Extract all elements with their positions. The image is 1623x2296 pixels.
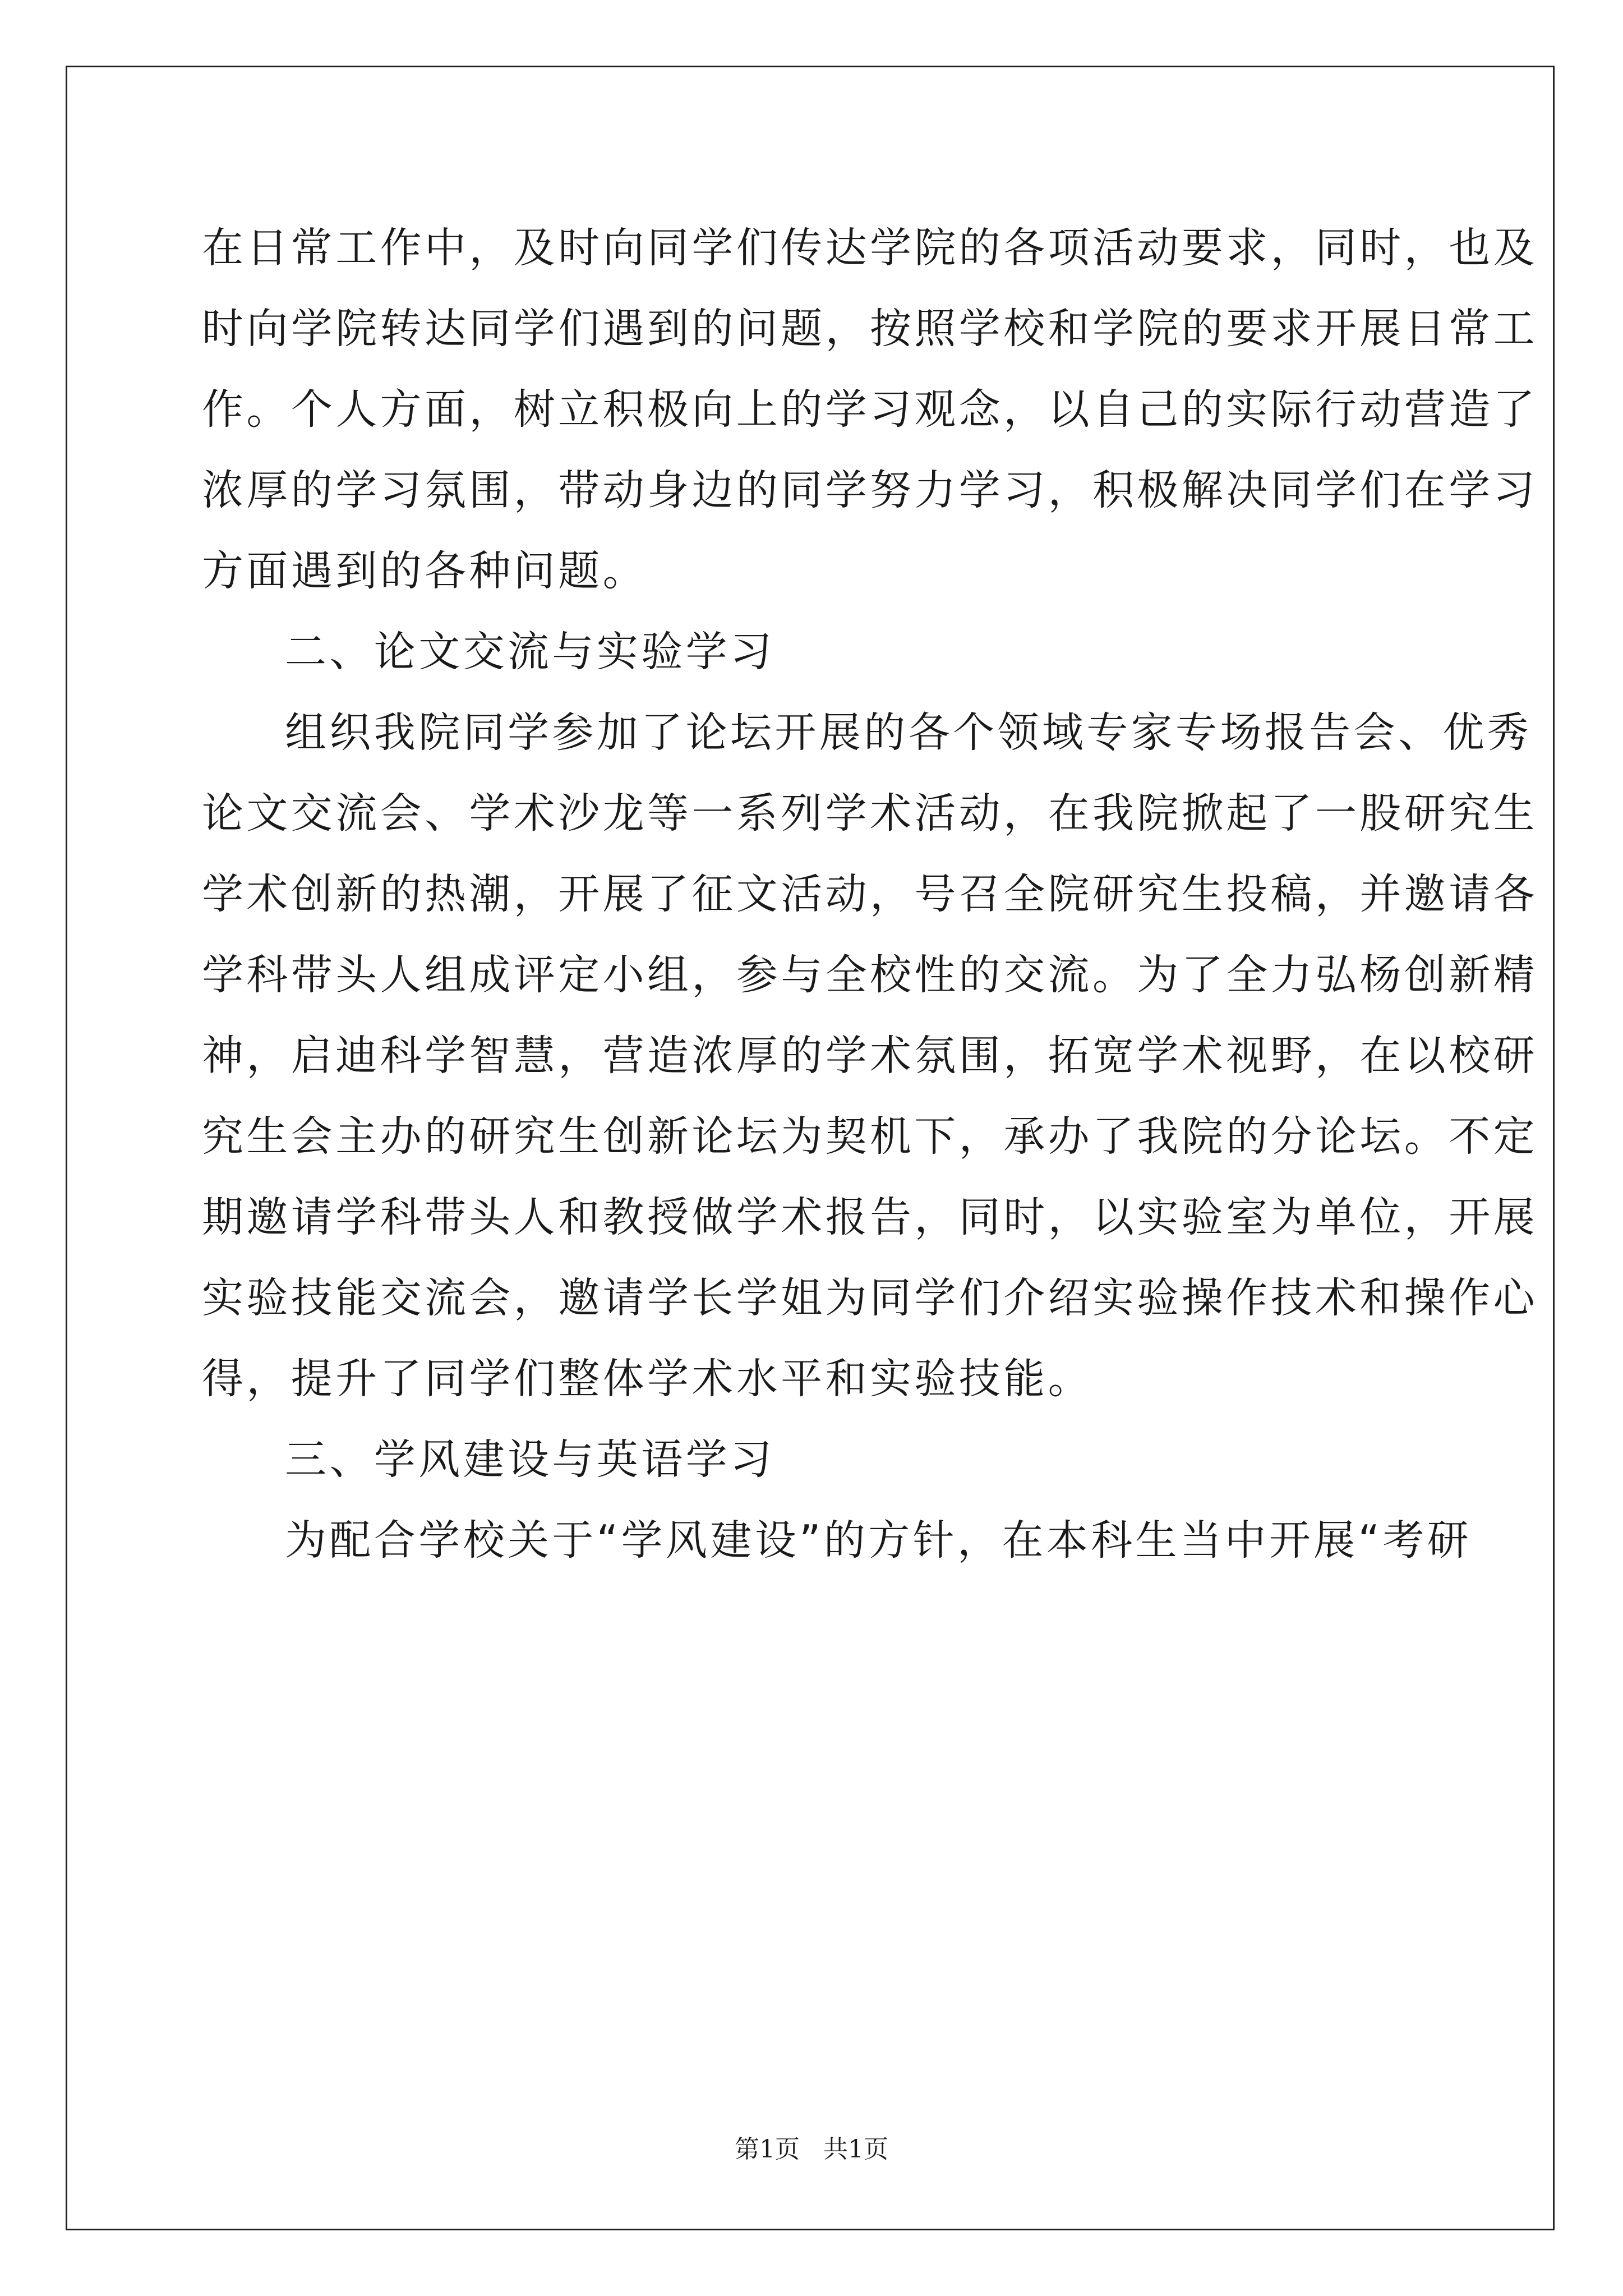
text-line: 论文交流会、学术沙龙等一系列学术活动，在我院掀起了一股研究生 — [202, 789, 1538, 838]
text-line: 得，提升了同学们整体学术水平和实验技能。 — [202, 1355, 1092, 1403]
text-line: 学科带头人组成评定小组，参与全校性的交流。为了全力弘杨创新精 — [202, 951, 1538, 999]
text-line: 期邀请学科带头人和教授做学术报告，同时，以实验室为单位，开展 — [202, 1193, 1538, 1241]
section-heading: 三、学风建设与英语学习 — [285, 1435, 775, 1484]
text-line: 作。个人方面，树立积极向上的学习观念，以自己的实际行动营造了 — [202, 385, 1538, 434]
text-line: 在日常工作中，及时向同学们传达学院的各项活动要求，同时，也及 — [202, 224, 1538, 272]
document-body — [202, 208, 1538, 1581]
text-line: 究生会主办的研究生创新论坛为契机下，承办了我院的分论坛。不定 — [202, 1112, 1538, 1161]
text-line: 神，启迪科学智慧，营造浓厚的学术氛围，拓宽学术视野，在以校研 — [202, 1032, 1538, 1080]
section-heading: 二、论文交流与实验学习 — [285, 628, 775, 676]
text-line: 方面遇到的各种问题。 — [202, 547, 647, 595]
text-line: 为配合学校关于“学风建设”的方针，在本科生当中开展“考研 — [285, 1516, 1472, 1565]
text-line: 学术创新的热潮，开展了征文活动，号召全院研究生投稿，并邀请各 — [202, 870, 1538, 918]
text-line: 实验技能交流会，邀请学长学姐为同学们介绍实验操作技术和操作心 — [202, 1274, 1538, 1322]
text-line: 浓厚的学习氛围，带动身边的同学努力学习，积极解决同学们在学习 — [202, 466, 1538, 514]
text-line: 组织我院同学参加了论坛开展的各个领域专家专场报告会、优秀 — [285, 708, 1532, 757]
text-line: 时向学院转达同学们遇到的问题，按照学校和学院的要求开展日常工 — [202, 305, 1538, 353]
page-number-footer: 第1页 共1页 — [735, 2135, 888, 2164]
